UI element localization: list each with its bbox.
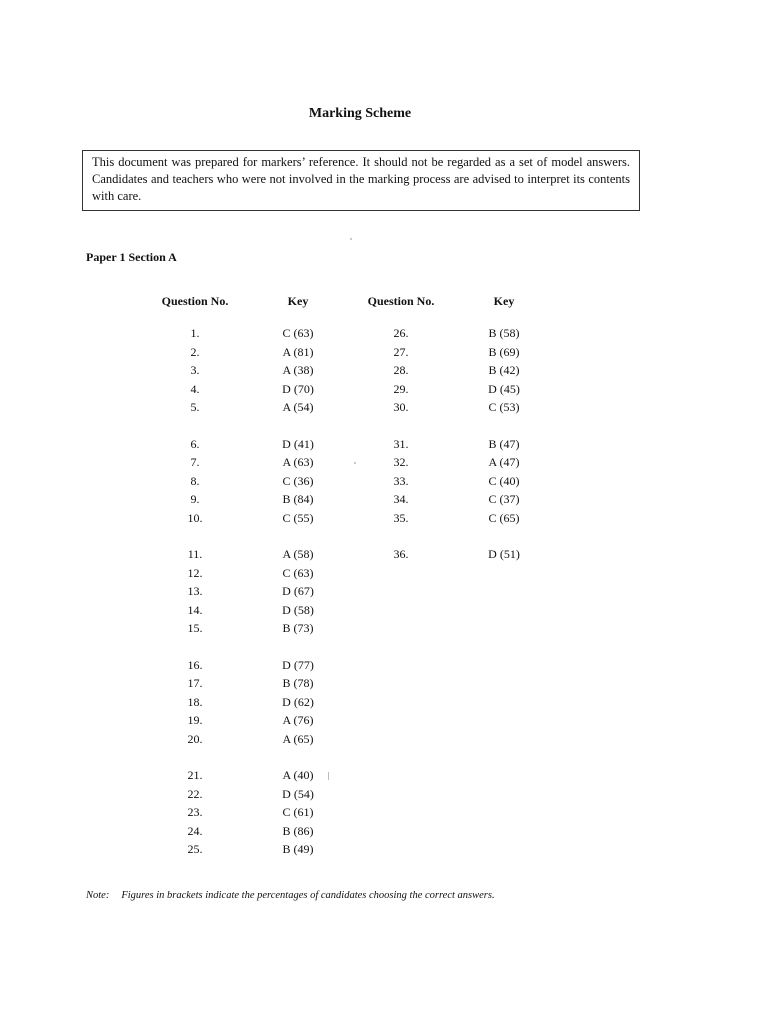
answer-key-right: B (58)	[488, 326, 520, 340]
answer-key-right: B (69)	[488, 344, 520, 359]
question-number-left: 10.	[187, 510, 203, 525]
question-number-left: 15.	[187, 621, 203, 635]
answer-key-left: D (41)	[282, 436, 314, 451]
answer-key-left: C (63)	[282, 565, 314, 580]
question-number-left: 11.	[187, 547, 203, 561]
question-number-left: 22.	[187, 786, 203, 801]
answer-key-left: C (61)	[282, 805, 314, 819]
footnote-label: Note:	[86, 890, 110, 901]
answer-key-right: C (65)	[488, 510, 520, 525]
answer-key-left: D (67)	[282, 584, 314, 598]
answer-key-left: C (55)	[282, 510, 314, 525]
answer-key-left: B (84)	[282, 492, 314, 506]
question-number-left: 3.	[190, 363, 200, 377]
answer-key-left: D (54)	[282, 786, 314, 801]
answer-key-left: D (77)	[282, 657, 314, 672]
answer-key-left: B (86)	[282, 823, 314, 838]
answer-key-right: C (37)	[488, 492, 520, 506]
answer-key-left: A (63)	[282, 455, 314, 469]
question-number-left: 21.	[187, 768, 203, 782]
answer-key-left: A (81)	[282, 344, 314, 359]
question-number-left: 2.	[190, 344, 200, 359]
answer-key-right: C (53)	[488, 400, 520, 414]
question-number-left: 4.	[190, 381, 200, 396]
question-number-right: 27.	[393, 344, 409, 359]
answer-key-right: B (42)	[488, 363, 520, 377]
question-number-right: 33.	[393, 473, 409, 488]
question-number-left: 1.	[190, 326, 200, 340]
answer-key-left: D (70)	[282, 381, 314, 396]
question-number-left: 16.	[187, 657, 203, 672]
question-number-right: 32.	[393, 455, 409, 469]
question-number-left: 9.	[190, 492, 200, 506]
page-title: Marking Scheme	[308, 106, 412, 121]
answer-key-right: C (40)	[488, 473, 520, 488]
question-number-left: 20.	[187, 731, 203, 746]
question-number-left: 12.	[187, 565, 203, 580]
answer-key-left: D (58)	[282, 602, 314, 617]
question-number-right: 28.	[393, 363, 409, 377]
answer-key-right: A (47)	[488, 455, 520, 469]
question-number-left: 6.	[190, 436, 200, 451]
question-number-left: 13.	[187, 584, 203, 598]
answer-key-left: B (49)	[282, 842, 314, 856]
question-number-right: 35.	[393, 510, 409, 525]
header-key-right: Key	[493, 294, 515, 308]
answer-key-left: B (78)	[282, 676, 314, 690]
answer-key-left: A (40)	[282, 768, 314, 782]
question-number-right: 36.	[393, 547, 409, 561]
question-number-left: 14.	[187, 602, 203, 617]
question-number-right: 31.	[393, 436, 409, 451]
question-number-right: 26.	[393, 326, 409, 340]
answer-key-left: A (58)	[282, 547, 314, 561]
question-number-left: 17.	[187, 676, 203, 690]
answer-key-left: A (76)	[282, 713, 314, 727]
question-number-left: 25.	[187, 842, 203, 856]
question-number-left: 5.	[190, 400, 200, 414]
answer-key-left: A (38)	[282, 363, 314, 377]
question-number-right: 30.	[393, 400, 409, 414]
section-heading: Paper 1 Section A	[86, 250, 177, 264]
footnote	[86, 890, 495, 901]
header-question-no-right: Question No.	[367, 294, 435, 308]
answer-key-right: D (45)	[488, 381, 520, 396]
header-question-no-left: Question No.	[161, 294, 229, 308]
question-number-right: 29.	[393, 381, 409, 396]
header-key-left: Key	[287, 294, 309, 308]
question-number-left: 7.	[190, 455, 200, 469]
scan-speck	[328, 772, 329, 780]
question-number-left: 18.	[187, 694, 203, 709]
question-number-left: 23.	[187, 805, 203, 819]
answer-key-left: C (63)	[282, 326, 314, 340]
footnote-text: Figures in brackets indicate the percentages of candidates choosing the correct answers.	[121, 890, 495, 901]
question-number-left: 24.	[187, 823, 203, 838]
answer-key-right: B (47)	[488, 436, 520, 451]
scan-speck	[354, 462, 356, 464]
answer-key-right: D (51)	[488, 547, 520, 561]
disclaimer-box: This document was prepared for markers’ reference. It should not be regarded as a set of model answers. Candidates and teachers who were not involved in the marking process are advised to interpret its contents with care.	[82, 150, 640, 211]
answer-key-left: C (36)	[282, 473, 314, 488]
answer-key-left: D (62)	[282, 694, 314, 709]
answer-key-left: A (65)	[282, 731, 314, 746]
answer-key-left: A (54)	[282, 400, 314, 414]
question-number-left: 19.	[187, 713, 203, 727]
answer-key-left: B (73)	[282, 621, 314, 635]
question-number-left: 8.	[190, 473, 200, 488]
question-number-right: 34.	[393, 492, 409, 506]
scan-speck	[350, 238, 352, 240]
